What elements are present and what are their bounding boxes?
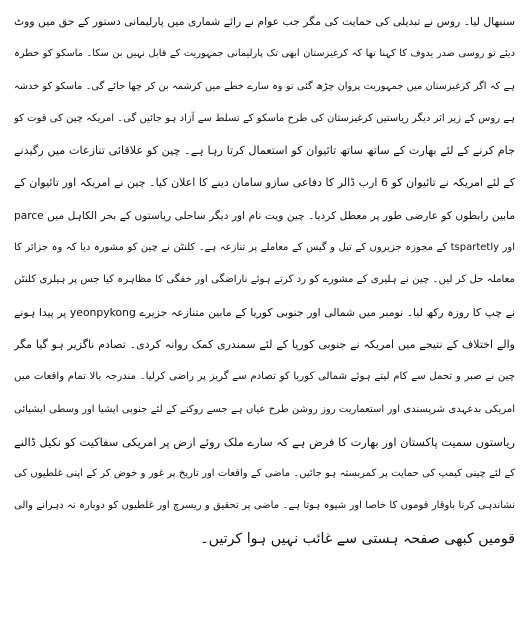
text-line-last: قومیں کبھی صفحہ ہستی سے غائب نہیں ہوا کرتیں۔	[200, 530, 515, 547]
text-line: سنبھال لیا۔ روس نے تبدیلی کی حمایت کی مگر جب عوام نے رائے شماری میں پارلیمانی دستور کے حق میں ووٹ	[14, 15, 515, 28]
text-line: نشاندہی کرنا باوقار قوموں کا خاصا اور شیوہ ہوتا ہے۔ ماضی پر تحقیق و ریسرچ اور غلطیوں کو دوبارہ نہ دہرانے والی	[14, 500, 515, 512]
text-line: ہے روس کے زیر اثر دیگر ریاستیں کرغیزستان کی طرح ماسکو کے تسلط سے آزاد ہو جائیں گی۔ امریکہ چین کی قوت کو	[14, 112, 515, 124]
text-line: والے اختلاف کے نتیجے میں امریکہ نے جنوبی کوریا کے لئے سمندری کمک روانہ کردی۔ تصادم ناگزیر ہو گیا مگر	[14, 337, 515, 351]
text-line: مابین رابطوں کو عارضی طور پر معطل کردیا۔ چین ویت نام اور دیگر ساحلی ریاستوں کے بحر الکاہل میں parce	[14, 209, 515, 222]
text-line: چین نے صبر و تحمل سے کام لیتے ہوئے شمالی کوریا کو تصادم سے گریز پر راضی کرلیا۔ مندرجہ بالا تمام واقعات میں	[14, 371, 515, 383]
text-line: کے لئے چینی کیمپ کی حمایت پر کمربستہ ہو جائیں۔ ماضی کے واقعات اور تاریخ پر غور و خوض کر کے اپنی غلطیوں کی	[14, 468, 515, 480]
text-line: معاملہ حل کر لیں۔ چین نے ہلیری کے مشورے کو رد کرتے ہوئے ناراضگی اور خفگی کا مظاہرہ کیا جس پر ہیلری کلنٹن	[14, 274, 515, 286]
text-line: امریکی بدعہدی شرپسندی اور استعماریت روز روشن طرح عیاں ہے جسے روکنے کے لئے جنوبی ایشیا اور وسطی ایشیائی	[14, 403, 515, 415]
text-line: جام کرنے کے لئے بھارت کے ساتھ ساتھ تائیوان کو استعمال کرتا رہا ہے۔ چین کو علاقائی تنازعات میں رگیدنے	[14, 144, 515, 158]
text-line: اور tspartetly کے مجوزہ جزیروں کے تیل و گیس کے معاملے پر تنازعہ ہے۔ کلنٹن نے چین کو مشورہ دیا کہ وہ جزائر کا	[14, 242, 515, 254]
text-line: نے چپ کا روزہ رکھ لیا۔ نومبر میں شمالی اور جنوبی کوریا کے مابین متنازعہ جزیرے yeonpykong پر پیدا ہونے	[14, 305, 515, 319]
text-line: ہے کہ اگر کرغیزستان میں جمہوریت پروان چڑھ گئی تو وہ سارے خطے میں کرشمہ بن کر چھا جائے گی۔ ماسکو کو خدشہ	[14, 80, 515, 92]
text-line: ریاستوں سمیت پاکستان اور بھارت کا فرض ہے کہ سارے ملک روئے ارض پر امریکی سفاکیت کو نکیل ڈالنے	[14, 434, 515, 449]
text-line: کے لئے امریکہ نے تائیوان کو 6 ارب ڈالر کا دفاعی سازو سامان دینے کا اعلان کیا۔ چین نے امریکہ اور تائیوان کے	[14, 176, 515, 190]
text-line: دیئے تو روسی صدر یدوف کا کہنا تھا کہ کرغیزستان ابھی تک پارلیمانی جمہوریت کے قابل نہیں بن سکا۔ ماسکو کو خطرہ	[14, 48, 515, 60]
urdu-article-text	[14, 6, 515, 555]
